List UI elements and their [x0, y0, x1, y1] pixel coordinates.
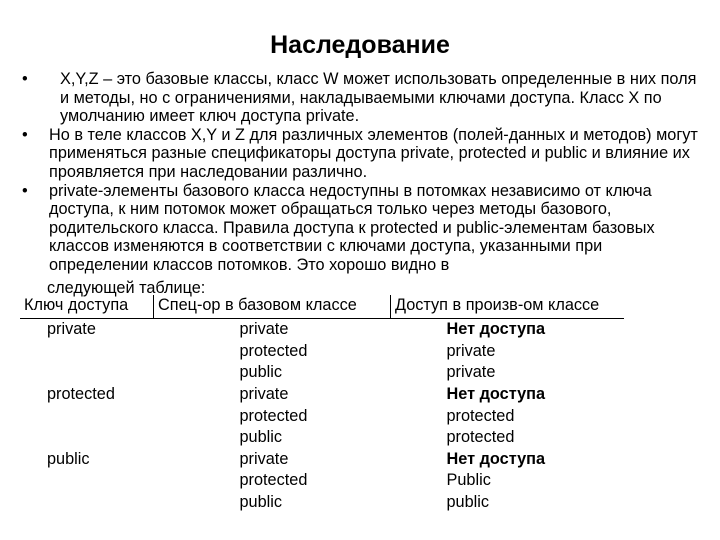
- page-title: Наследование: [270, 31, 450, 59]
- bullet-marker: •: [22, 70, 28, 88]
- bullet-text: private-элементы базового класса недоступны в потомках независимо от ключа доступа, к ним потомок может обращаться только через методы базового, родительского класса. Правила доступа к protected и public-элементам базовых классов изменяются в соответствии с ключами доступа, указанными при определении классов потомков. Это хорошо видно в: [49, 181, 655, 274]
- cell-access: protected: [446, 428, 515, 447]
- cell-specifier: public: [239, 428, 283, 447]
- bullet-item: [22, 70, 702, 126]
- cell-specifier: protected: [239, 406, 308, 425]
- cell-specifier: private: [239, 385, 289, 404]
- table-row: [20, 362, 624, 384]
- table-row: [20, 384, 624, 406]
- table-row: [20, 319, 624, 341]
- cell-key: [20, 427, 154, 449]
- table-intro: следующей таблице:: [47, 279, 206, 297]
- access-table: [20, 295, 624, 513]
- cell-access: Public: [446, 471, 491, 490]
- bullet-list: [22, 70, 702, 275]
- bullet-item: [22, 126, 702, 182]
- header-derived-access: Доступ в произв-ом классе: [391, 295, 625, 319]
- table-row: [20, 492, 624, 514]
- cell-key: protected: [47, 385, 115, 404]
- table-header-row: [20, 295, 624, 319]
- header-base-specifier: Спец-ор в базовом классе: [154, 295, 391, 319]
- cell-access: private: [446, 341, 496, 360]
- cell-access: private: [446, 363, 496, 382]
- cell-key: [20, 492, 154, 514]
- cell-key: public: [47, 449, 90, 468]
- table-row: [20, 449, 624, 471]
- cell-key: private: [47, 320, 96, 339]
- cell-specifier: public: [239, 493, 283, 512]
- bullet-marker: •: [22, 125, 28, 144]
- cell-specifier: public: [239, 363, 283, 382]
- cell-key: [20, 405, 154, 427]
- cell-key: [20, 341, 154, 363]
- table-row: [20, 405, 624, 427]
- bullet-item: [22, 182, 702, 275]
- cell-specifier: protected: [239, 471, 308, 490]
- table-row: [20, 470, 624, 492]
- cell-key: [20, 362, 154, 384]
- bullet-marker: •: [22, 181, 28, 200]
- cell-access: Нет доступа: [446, 449, 546, 468]
- cell-specifier: private: [239, 449, 289, 468]
- header-access-key: Ключ доступа: [20, 295, 154, 319]
- cell-access: protected: [446, 406, 515, 425]
- cell-key: [20, 470, 154, 492]
- table-row: [20, 427, 624, 449]
- cell-access: Нет доступа: [446, 385, 546, 404]
- cell-access: Нет доступа: [446, 320, 546, 339]
- cell-access: public: [446, 493, 490, 512]
- cell-specifier: protected: [239, 341, 308, 360]
- table-row: [20, 341, 624, 363]
- bullet-text: Но в теле классов X,Y и Z для различных элементов (полей-данных и методов) могут применяться разные спецификаторы доступа private, protected и public и влияние их проявляется при наследовании различно.: [49, 125, 698, 181]
- cell-specifier: private: [239, 320, 289, 339]
- bullet-text: X,Y,Z – это базовые классы, класс W может использовать определенные в них поля и методы, но с ограничениями, накладываемыми ключами доступа. Класс X по умолчанию имеет ключ доступа private.: [60, 70, 697, 126]
